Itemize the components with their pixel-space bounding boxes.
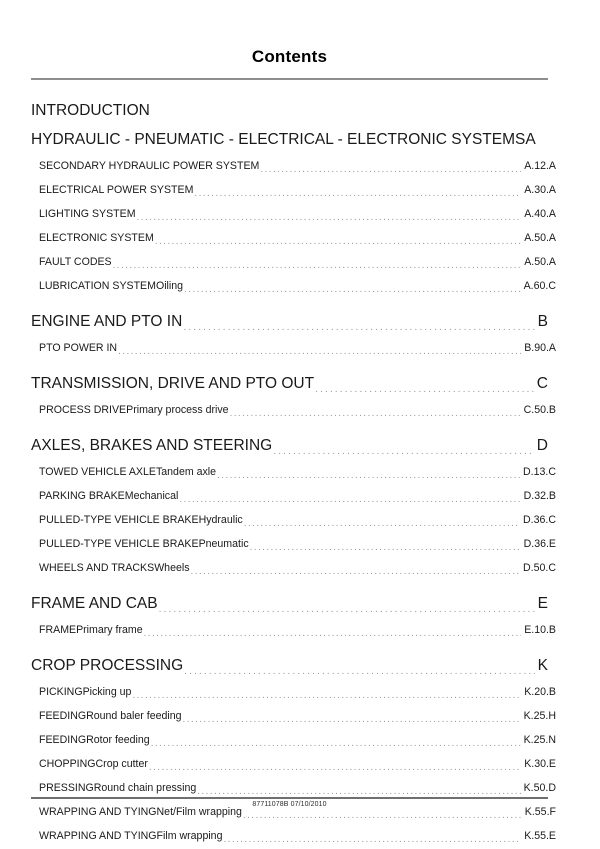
toc-entry-label: PROCESS DRIVE: [39, 404, 127, 416]
toc-dot-leader: [250, 546, 521, 556]
toc-dot-leader: [144, 632, 522, 642]
toc-entry-label: PULLED-TYPE VEHICLE BRAKE: [39, 538, 199, 550]
toc-entry[interactable]: [31, 154, 556, 178]
toc-entry-subtitle: Round baler feeding: [86, 710, 182, 722]
toc-entry[interactable]: [31, 556, 556, 580]
toc-entry-subtitle: Pneumatic: [198, 538, 249, 550]
toc-entry[interactable]: [31, 680, 556, 704]
toc-entry-reference: A.50.A: [524, 256, 556, 268]
toc-entry-reference: K.20.B: [524, 686, 556, 698]
toc-entry[interactable]: [31, 460, 556, 484]
toc-entry-subtitle: Rotor feeding: [86, 734, 150, 746]
toc-entry[interactable]: [31, 398, 556, 422]
toc-dot-leader: [184, 670, 534, 680]
toc-entry-subtitle: Picking up: [82, 686, 132, 698]
toc-entry-label: FEEDING: [39, 734, 87, 746]
toc-entry-reference: K.55.F: [524, 806, 556, 818]
toc-entry[interactable]: [31, 752, 556, 776]
toc-entry-label: CROP PROCESSING: [31, 657, 184, 674]
toc-dot-leader: [159, 608, 535, 618]
toc-entry[interactable]: [31, 728, 556, 752]
toc-entry[interactable]: [31, 651, 548, 680]
toc-entry-subtitle: Primary process drive: [126, 404, 229, 416]
toc-dot-leader: [179, 498, 520, 508]
toc-dot-leader: [230, 412, 521, 422]
toc-entry-label: SECONDARY HYDRAULIC POWER SYSTEM: [39, 160, 260, 172]
toc-entry-label: FRAME AND CAB: [31, 595, 158, 612]
toc-entry-label: CHOPPING: [39, 758, 96, 770]
toc-entry-label: TRANSMISSION, DRIVE AND PTO OUT: [31, 375, 315, 392]
toc-dot-leader: [273, 450, 534, 460]
header-divider: [31, 78, 548, 80]
toc-entry-reference: K.55.E: [524, 830, 556, 842]
footer-divider: [31, 797, 548, 799]
toc-entry-subtitle: Wheels: [154, 562, 190, 574]
toc-entry[interactable]: [31, 226, 556, 250]
toc-entry-label: ENGINE AND PTO IN: [31, 313, 183, 330]
toc-entry-reference: D.13.C: [523, 466, 556, 478]
toc-entry-label: FAULT CODES: [39, 256, 112, 268]
toc-entry-label: ELECTRONIC SYSTEM: [39, 232, 154, 244]
toc-dot-leader: [191, 570, 521, 580]
toc-dot-leader: [151, 742, 521, 752]
toc-entry-label: PULLED-TYPE VEHICLE BRAKE: [39, 514, 199, 526]
toc-entry[interactable]: [31, 202, 556, 226]
toc-dot-leader: [137, 216, 522, 226]
toc-entry[interactable]: [31, 250, 556, 274]
toc-entry-reference: A.40.A: [524, 208, 556, 220]
toc-entry-reference: D.36.C: [523, 514, 556, 526]
toc-entry-reference: B: [537, 313, 548, 330]
toc-dot-leader: [244, 522, 520, 532]
toc-entry-label: FEEDING: [39, 710, 87, 722]
toc-entry-subtitle: Primary frame: [76, 624, 143, 636]
toc-entry[interactable]: [31, 369, 548, 398]
toc-entry-subtitle: Crop cutter: [95, 758, 148, 770]
toc-entry[interactable]: [31, 589, 548, 618]
toc-entry-reference: A.30.A: [524, 184, 556, 196]
toc-entry[interactable]: [31, 274, 556, 298]
toc-entry[interactable]: [31, 618, 556, 642]
toc-entry-label: LUBRICATION SYSTEM: [39, 280, 156, 292]
toc-entry-subtitle: Round chain pressing: [93, 782, 197, 794]
toc-entry-reference: E.10.B: [524, 624, 556, 636]
toc-dot-leader: [260, 168, 521, 178]
toc-entry-reference: C: [536, 375, 548, 392]
toc-entry[interactable]: [31, 307, 548, 336]
toc-dot-leader: [132, 694, 521, 704]
toc-entry-label: AXLES, BRAKES AND STEERING: [31, 437, 273, 454]
toc-entry-label: WRAPPING AND TYING: [39, 806, 157, 818]
table-of-contents: [31, 96, 556, 848]
toc-entry-reference: B.90.A: [524, 342, 556, 354]
toc-entry-label: FRAME: [39, 624, 77, 636]
toc-entry-reference: K: [537, 657, 548, 674]
toc-entry[interactable]: [31, 824, 556, 848]
toc-entry[interactable]: [31, 704, 556, 728]
toc-entry-label: WRAPPING AND TYING: [39, 830, 157, 842]
toc-entry-label: PRESSING: [39, 782, 94, 794]
toc-entry-label: PICKING: [39, 686, 83, 698]
toc-dot-leader: [243, 814, 522, 824]
toc-entry-reference: E: [537, 595, 548, 612]
toc-entry-reference: D.36.E: [523, 538, 556, 550]
toc-dot-leader: [118, 350, 521, 360]
toc-entry-reference: C.50.B: [523, 404, 556, 416]
toc-entry[interactable]: [31, 484, 556, 508]
toc-entry[interactable]: [31, 508, 556, 532]
toc-dot-leader: [183, 326, 534, 336]
toc-entry-reference: A.50.A: [524, 232, 556, 244]
toc-dot-leader: [223, 838, 521, 848]
toc-dot-leader: [183, 718, 521, 728]
footer-document-code: 87711078B 07/10/2010: [252, 801, 327, 808]
toc-entry[interactable]: [31, 96, 548, 125]
toc-entry-subtitle: Oiling: [155, 280, 184, 292]
toc-entry[interactable]: [31, 532, 556, 556]
toc-entry-reference: D: [536, 437, 548, 454]
toc-entry[interactable]: [31, 336, 556, 360]
toc-entry-label: INTRODUCTION: [31, 102, 150, 119]
toc-entry-label: WHEELS AND TRACKS: [39, 562, 155, 574]
toc-entry-subtitle: Mechanical: [124, 490, 179, 502]
toc-dot-leader: [184, 288, 521, 298]
toc-entry-label: PARKING BRAKE: [39, 490, 125, 502]
toc-entry-label: ELECTRICAL POWER SYSTEM: [39, 184, 194, 196]
toc-entry-reference: D.32.B: [523, 490, 556, 502]
toc-dot-leader: [113, 264, 522, 274]
toc-entry[interactable]: [31, 431, 548, 460]
toc-entry-reference: A.12.A: [524, 160, 556, 172]
toc-entry-subtitle: Film wrapping: [156, 830, 223, 842]
toc-entry-reference: K.25.N: [523, 734, 556, 746]
toc-entry-label: TOWED VEHICLE AXLE: [39, 466, 156, 478]
page-title: Contents: [251, 47, 328, 66]
toc-dot-leader: [194, 192, 521, 202]
toc-entry-reference: A: [525, 131, 536, 148]
toc-dot-leader: [315, 388, 534, 398]
toc-entry[interactable]: [31, 125, 548, 154]
toc-entry-reference: D.50.C: [523, 562, 556, 574]
toc-entry-label: PTO POWER IN: [39, 342, 118, 354]
toc-entry-subtitle: Tandem axle: [155, 466, 217, 478]
toc-entry-reference: A.60.C: [523, 280, 556, 292]
toc-dot-leader: [155, 240, 521, 250]
toc-entry-subtitle: Hydraulic: [198, 514, 243, 526]
toc-entry[interactable]: [31, 178, 556, 202]
toc-dot-leader: [217, 474, 520, 484]
toc-entry-reference: K.25.H: [523, 710, 556, 722]
toc-entry-reference: K.30.E: [524, 758, 556, 770]
toc-dot-leader: [149, 766, 521, 776]
toc-entry-label: HYDRAULIC - PNEUMATIC - ELECTRICAL - ELECTRONIC SYSTEMS: [31, 131, 526, 148]
toc-entry-label: LIGHTING SYSTEM: [39, 208, 136, 220]
toc-entry-reference: K.50.D: [523, 782, 556, 794]
toc-entry-subtitle: Net/Film wrapping: [156, 806, 242, 818]
